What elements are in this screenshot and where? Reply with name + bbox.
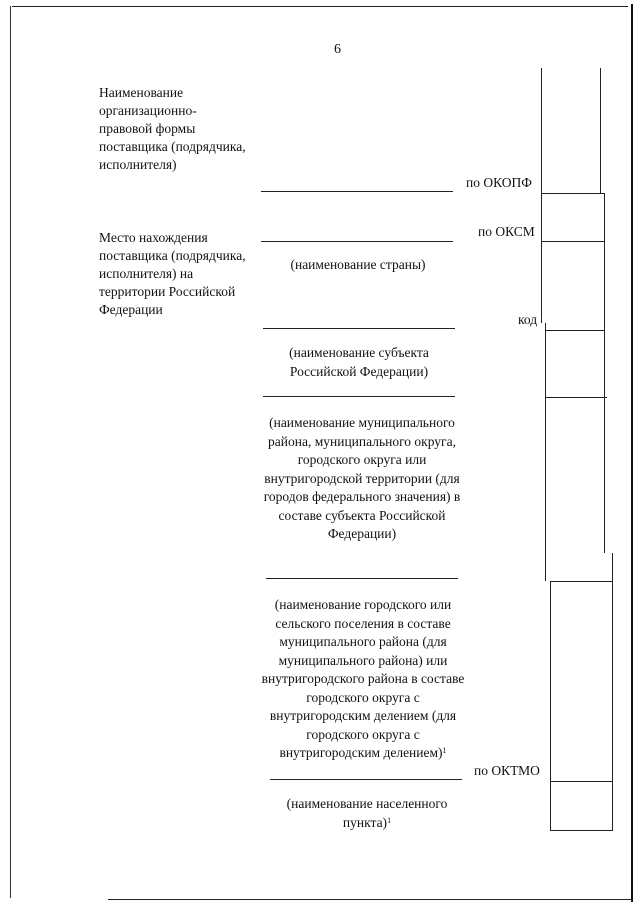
oktmo-label: по ОКТМО [474,763,540,778]
page-number: 6 [334,42,341,57]
settlement-fill-line [266,578,458,579]
municipal-caption: (наименование муниципального района, муниципального округа, городского округа или внутригородской территории (для городов федерального значения) в составе субъекта Российской Федерации) [263,415,461,541]
scan-border-top [12,6,628,7]
settlement-footnote-mark: 1 [442,746,447,755]
code-table-right-border-upper [600,68,601,193]
code-label: код [518,312,538,327]
settlement-caption-block [258,596,468,763]
scan-border-bottom [108,899,633,900]
okopf-cell-divider [541,193,604,194]
code-table-right-border-middle [604,193,605,553]
scan-border-right [631,4,633,902]
code-table-right-border-lower [612,553,613,831]
settlement-code-cell-divider [550,581,612,582]
settlement-caption: (наименование городского или сельского поселения в составе муниципального района (для муниципального района) или внутригородского района в составе городского округа с внутригородским делением (для городского округа с внутригородским делением) [261,597,465,760]
okopf-label: по ОКОПФ [466,175,532,190]
scan-border-left [10,6,11,898]
subject-fill-line [263,328,455,329]
country-caption: (наименование страны) [290,257,426,272]
oksm-label: по ОКСМ [478,224,535,239]
code-table-left-border-middle [545,323,546,581]
subject-code-cell-divider [545,330,605,331]
code-table-left-border-upper [541,68,542,323]
country-fill-line [261,241,453,242]
org-form-fill-line [261,191,453,192]
oktmo-cell-divider [550,781,612,782]
locality-footnote-mark: 1 [387,815,392,825]
org-form-label: Наименование организационно-правовой формы поставщика (подрядчика, исполнителя) [99,85,246,172]
locality-fill-line [270,779,462,780]
location-label: Место нахождения поставщика (подрядчика, исполнителя) на территории Российской Федерации [99,230,246,317]
locality-caption-block [272,795,462,832]
code-table-left-border-lower [550,581,551,831]
code-table-bottom-border [550,830,612,831]
municipal-code-cell-divider [545,397,607,398]
oksm-cell-divider [541,241,604,242]
subject-caption: (наименование субъекта Российской Федерации) [289,345,429,379]
locality-caption: (наименование населенного пункта) [286,796,448,830]
municipal-fill-line [263,396,455,397]
